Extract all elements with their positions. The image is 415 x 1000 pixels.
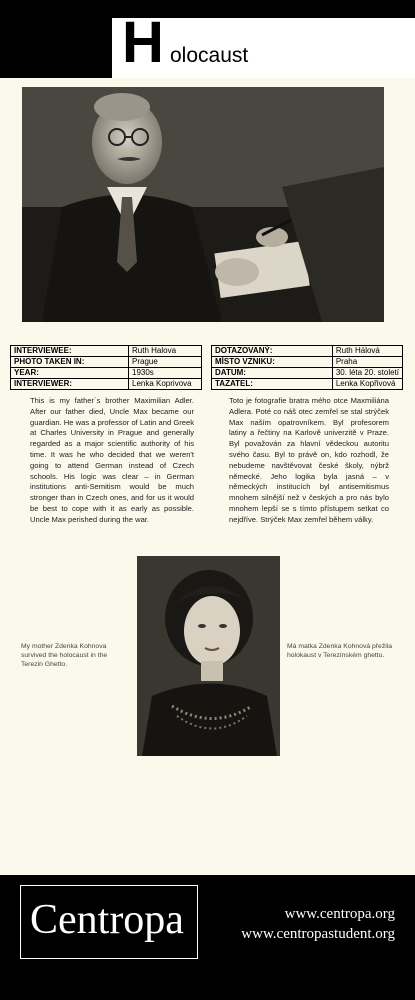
info-label: INTERVIEWEE: bbox=[11, 346, 129, 357]
interview-info-table-cz bbox=[211, 345, 403, 390]
centropa-logo: Centropa bbox=[30, 897, 184, 943]
table-row bbox=[11, 346, 202, 357]
website-link[interactable]: www.centropa.org bbox=[284, 906, 395, 922]
photo-caption-en: My mother Zdenka Kohnova survived the holocaust in the Terezin Ghetto. bbox=[21, 643, 108, 668]
story-text-cz: Toto je fotografie bratra mého otce Maxmiliána Adlera. Poté co náš otec zemřel se stal strýček Max naším opatrovníkem. Byl profesorem latiny a řečtiny na Karlově univerzitě v Praze. Byl považován za hlavní vědeckou autoritu svého času. Byl to právě on, kdo rozhodl, že nebudeme navštěvovat české školy, nýbrž německé. Jeho logika byla jasná – v německých institucích byl antisemitismus mnohem silnější než v českých a pro nás bylo mnohem lepší se s tímto přístupem setkat co nejdříve. Strýček Max zemřel během války. bbox=[229, 396, 389, 524]
info-value: Prague bbox=[129, 357, 202, 368]
info-label: DOTAZOVANÝ: bbox=[212, 346, 333, 357]
info-label: INTERVIEWER: bbox=[11, 379, 129, 390]
info-value: Praha bbox=[332, 357, 402, 368]
info-label: YEAR: bbox=[11, 368, 129, 379]
title-initial: H bbox=[122, 10, 164, 75]
info-value: Lenka Koprivova bbox=[129, 379, 202, 390]
info-value: Ruth Halova bbox=[129, 346, 202, 357]
interview-info-table-en bbox=[10, 345, 202, 390]
table-row bbox=[11, 368, 202, 379]
info-value: 30. léta 20. století bbox=[332, 368, 402, 379]
title-text: olocaust bbox=[170, 44, 249, 67]
table-row bbox=[11, 357, 202, 368]
story-text-en: This is my father´s brother Maximilian Adler. After our father died, Uncle Max became our guardian. He was a professor of Latin and Greek at Charles University in Prague and generally regarded as a major scientific authority of his time. It was he who decided that we weren't going to attend German instead of Czech schools. His logic was clear – in German institutions anti-Semitism would be much stronger than in Czech ones, and for us it would be best to cope with it as early as possible. Uncle Max perished during the war. bbox=[30, 396, 194, 524]
info-label: TAZATEL: bbox=[212, 379, 333, 390]
table-row bbox=[11, 379, 202, 390]
table-row bbox=[212, 346, 403, 357]
woman-portrait-photo bbox=[137, 556, 280, 756]
info-value: Lenka Kopřivová bbox=[332, 379, 402, 390]
table-row bbox=[212, 379, 403, 390]
student-website-link[interactable]: www.centropastudent.org bbox=[241, 926, 395, 942]
man-at-desk-photo-illustration bbox=[22, 87, 384, 322]
info-value: 1930s bbox=[129, 368, 202, 379]
info-value: Ruth Hálová bbox=[332, 346, 402, 357]
man-at-desk-photo bbox=[22, 87, 384, 322]
info-label: PHOTO TAKEN IN: bbox=[11, 357, 129, 368]
photo-caption-cz: Má matka Zdenka Kohnová přežila holokaust v Terezínském ghettu. bbox=[287, 643, 393, 659]
table-row bbox=[212, 357, 403, 368]
table-row bbox=[212, 368, 403, 379]
woman-portrait-illustration bbox=[137, 556, 280, 756]
info-label: MÍSTO VZNIKU: bbox=[212, 357, 333, 368]
info-label: DATUM: bbox=[212, 368, 333, 379]
